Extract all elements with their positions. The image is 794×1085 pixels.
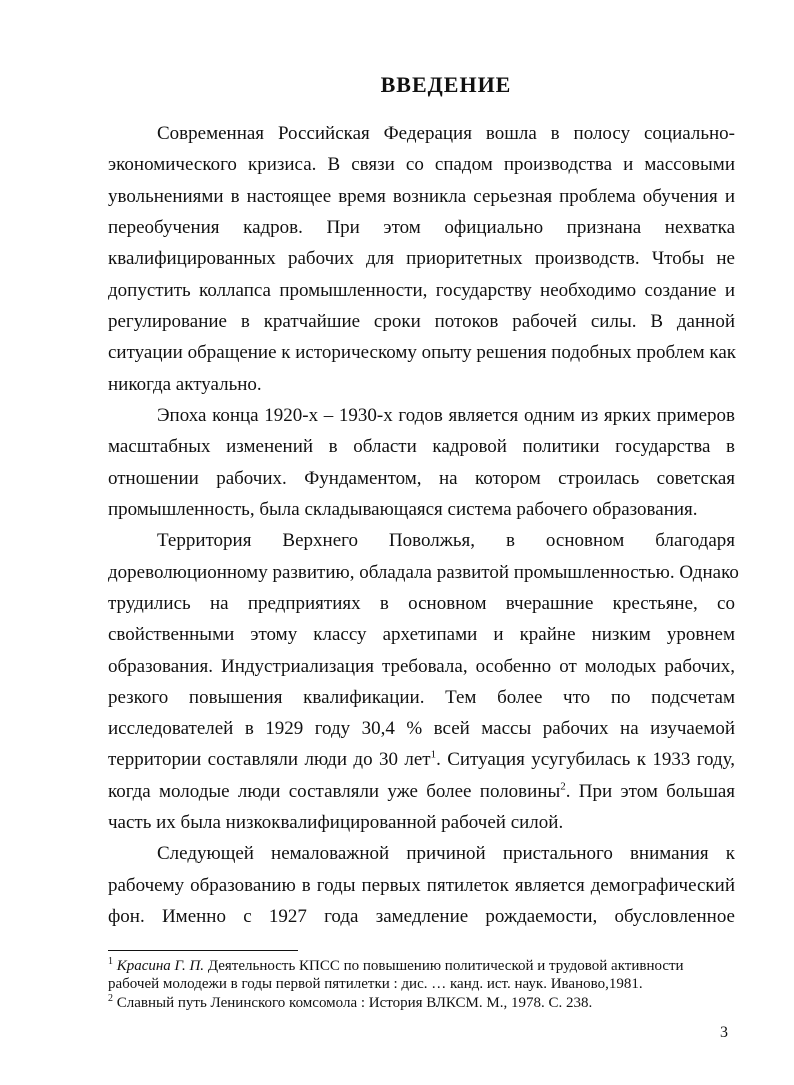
text-line: масштабных изменений в области кадровой политики государства в <box>108 436 735 457</box>
text-line: ситуации обращение к историческому опыту решения подобных проблем как <box>108 342 737 363</box>
page-title: ВВЕДЕНИЕ <box>380 72 512 97</box>
text-line: экономического кризиса. В связи со спадом производства и массовыми <box>108 154 735 175</box>
footnote-text: Славный путь Ленинского комсомола : История ВЛКСМ. М., 1978. С. 238. <box>113 995 593 1011</box>
text-segment: когда молодые люди составляли уже более половины <box>108 781 561 802</box>
text-segment: . Ситуация усугубилась к 1933 году, <box>436 749 735 770</box>
text-line: отношении рабочих. Фундаментом, на котором строилась советская <box>108 468 735 489</box>
text-line: квалифицированных рабочих для приоритетных производств. Чтобы не <box>108 248 735 269</box>
footnote-ref[interactable]: 2 <box>560 780 566 793</box>
text-line: промышленность, была складывающаяся система рабочего образования. <box>108 499 698 520</box>
text-line: рабочему образованию в годы первых пятилеток является демографический <box>108 875 735 896</box>
footnote-mark: 1 <box>108 956 113 967</box>
footnote-separator <box>108 950 298 951</box>
text-line: фон. Именно с 1927 года замедление рождаемости, обусловленное <box>108 906 735 927</box>
text-line: увольнениями в настоящее время возникла серьезная проблема обучения и <box>108 186 735 207</box>
footnote-author: Красина Г. П. <box>116 958 205 974</box>
text-line: регулирование в кратчайшие сроки потоков рабочей силы. В данной <box>108 311 735 332</box>
text-line <box>108 781 735 803</box>
text-line: допустить коллапса промышленности, государству необходимо создание и <box>108 280 735 301</box>
text-line: никогда актуально. <box>108 374 262 395</box>
text-line <box>108 749 735 771</box>
footnote-text: Деятельность КПСС по повышению политической и трудовой активности <box>204 958 684 974</box>
text-segment: . При этом большая <box>565 781 736 802</box>
footnote-1-continuation: рабочей молодежи в годы первой пятилетки : дис. … канд. ист. наук. Иваново,1981. <box>108 976 643 992</box>
text-segment: территории составляли люди до 30 лет <box>108 749 431 770</box>
text-line: исследователей в 1929 году 30,4 % всей массы рабочих на изучаемой <box>108 718 735 739</box>
text-line: резкого повышения квалификации. Тем более что по подсчетам <box>108 687 735 708</box>
footnote-ref[interactable]: 1 <box>430 748 437 761</box>
text-line: часть их была низкоквалифицированной рабочей силой. <box>108 812 564 833</box>
footnote-2 <box>108 994 735 1012</box>
text-line: дореволюционному развитию, обладала развитой промышленностью. Однако <box>108 562 739 583</box>
footnote-1 <box>108 957 735 975</box>
text-line: Следующей немаловажной причиной пристального внимания к <box>157 843 735 864</box>
text-line: трудились на предприятиях в основном вчерашние крестьяне, со <box>108 593 735 614</box>
page-number: 3 <box>720 1024 728 1041</box>
text-line: Современная Российская Федерация вошла в полосу социально- <box>157 123 735 144</box>
text-line: образования. Индустриализация требовала, особенно от молодых рабочих, <box>108 656 735 677</box>
text-line: переобучения кадров. При этом официально признана нехватка <box>108 217 735 238</box>
text-line: свойственными этому классу архетипами и крайне низким уровнем <box>108 624 735 645</box>
text-line: Территория Верхнего Поволжья, в основном благодаря <box>157 530 735 551</box>
text-line: Эпоха конца 1920-х – 1930-х годов является одним из ярких примеров <box>157 405 735 426</box>
footnote-mark: 2 <box>108 993 113 1004</box>
